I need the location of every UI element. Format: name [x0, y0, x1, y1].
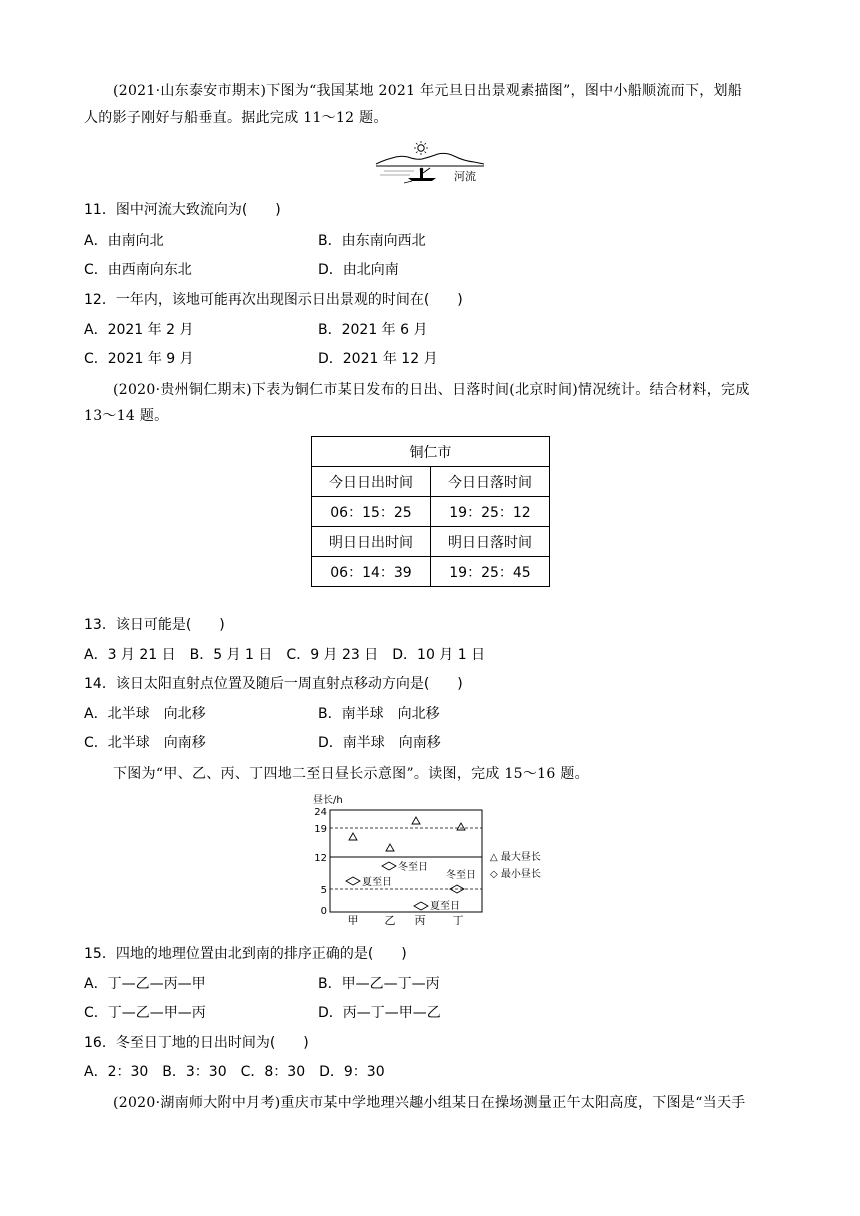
xlabel-jia: 甲 [347, 914, 359, 925]
chart-ylabel: 昼长/h [313, 795, 343, 806]
annotation-summer-jia: 夏至日 [362, 877, 392, 888]
q15-option-a[interactable]: A．丁—乙—丙—甲 [84, 976, 206, 992]
sunrise-sketch-figure [374, 140, 486, 186]
ytick-19: 19 [314, 824, 327, 835]
ytick-24: 24 [314, 807, 327, 818]
ytick-5: 5 [320, 885, 327, 896]
river-label: 河流 [454, 170, 476, 183]
table-cell-tomorrow-sunrise: 06：14：39 [312, 557, 431, 587]
table-cell-today-sunrise: 06：15：25 [312, 497, 431, 527]
intro-13-14-line1: (2020·贵州铜仁期末)下表为铜仁市某日发布的日出、日落时间(北京时间)情况统计。结合材料，完成 [113, 382, 750, 398]
ytick-12: 12 [314, 853, 327, 864]
q11-option-c[interactable]: C．由西南向东北 [84, 262, 192, 278]
q12-option-a[interactable]: A．2021 年 2 月 [84, 322, 194, 338]
xlabel-yi: 乙 [384, 914, 396, 925]
q12-option-d[interactable]: D．2021 年 12 月 [318, 351, 438, 367]
q14-option-b[interactable]: B．南半球 向北移 [318, 706, 440, 722]
q11-option-a[interactable]: A．由南向北 [84, 233, 164, 249]
q15-option-c[interactable]: C．丁—乙—甲—丙 [84, 1005, 206, 1021]
q15-option-d[interactable]: D．丙—丁—甲—乙 [318, 1005, 441, 1021]
legend-min: ◇ 最小昼长 [490, 869, 541, 880]
sunrise-sunset-table [311, 436, 550, 587]
table-header-today-sunrise: 今日日出时间 [312, 467, 431, 497]
ytick-0: 0 [320, 906, 327, 917]
q16-options[interactable]: A．2：30 B．3：30 C．8：30 D．9：30 [84, 1064, 385, 1080]
daylength-chart [300, 793, 562, 925]
question-14: 14．该日太阳直射点位置及随后一周直射点移动方向是( ) [84, 676, 463, 692]
table-title: 铜仁市 [312, 437, 550, 467]
q14-option-a[interactable]: A．北半球 向北移 [84, 706, 206, 722]
table-cell-today-sunset: 19：25：12 [431, 497, 550, 527]
intro-13-14-line2: 13～14 题。 [84, 408, 169, 424]
xlabel-bing: 丙 [414, 914, 426, 925]
marker-max-jia [349, 833, 357, 840]
q11-option-d[interactable]: D．由北向南 [318, 262, 399, 278]
annotation-winter-yi: 冬至日 [398, 862, 428, 873]
marker-max-ding [457, 823, 465, 830]
annotation-summer-bing: 夏至日 [430, 901, 460, 912]
intro-15-16: 下图为“甲、乙、丙、丁四地二至日昼长示意图”。读图，完成 15～16 题。 [113, 766, 589, 782]
table-header-tomorrow-sunrise: 明日日出时间 [312, 527, 431, 557]
q13-options[interactable]: A．3 月 21 日 B．5 月 1 日 C．9 月 23 日 D．10 月 1 日 [84, 647, 486, 663]
annotation-winter-ding: 冬至日 [446, 870, 476, 881]
marker-min-yi [382, 862, 396, 870]
sun-icon [414, 141, 428, 155]
marker-min-bing [414, 902, 428, 910]
q15-option-b[interactable]: B．甲—乙—丁—丙 [318, 976, 440, 992]
intro-next-section: (2020·湖南师大附中月考)重庆市某中学地理兴趣小组某日在操场测量正午太阳高度，下图是“当天手 [113, 1095, 746, 1111]
intro-11-12-line2: 人的影子刚好与船垂直。据此完成 11～12 题。 [84, 110, 388, 126]
q11-option-b[interactable]: B．由东南向西北 [318, 233, 426, 249]
question-13: 13．该日可能是( ) [84, 617, 225, 633]
q14-option-c[interactable]: C．北半球 向南移 [84, 735, 206, 751]
table-cell-tomorrow-sunset: 19：25：45 [431, 557, 550, 587]
q12-option-c[interactable]: C．2021 年 9 月 [84, 351, 194, 367]
marker-min-jia [346, 877, 360, 885]
intro-11-12-line1: (2021·山东泰安市期末)下图为“我国某地 2021 年元旦日出景观素描图”，图中小船顺流而下，划船 [113, 83, 743, 99]
marker-max-yi [386, 844, 394, 851]
q14-option-d[interactable]: D．南半球 向南移 [318, 735, 441, 751]
legend-max: △ 最大昼长 [490, 852, 541, 863]
table-header-today-sunset: 今日日落时间 [431, 467, 550, 497]
question-15: 15．四地的地理位置由北到南的排序正确的是( ) [84, 946, 407, 962]
question-12: 12．一年内，该地可能再次出现图示日出景观的时间在( ) [84, 292, 463, 308]
question-11: 11．图中河流大致流向为( ) [84, 202, 281, 218]
marker-max-bing [412, 817, 420, 824]
q12-option-b[interactable]: B．2021 年 6 月 [318, 322, 428, 338]
question-16: 16．冬至日丁地的日出时间为( ) [84, 1035, 309, 1051]
boat-icon [404, 168, 436, 183]
table-header-tomorrow-sunset: 明日日落时间 [431, 527, 550, 557]
xlabel-ding: 丁 [452, 914, 464, 925]
